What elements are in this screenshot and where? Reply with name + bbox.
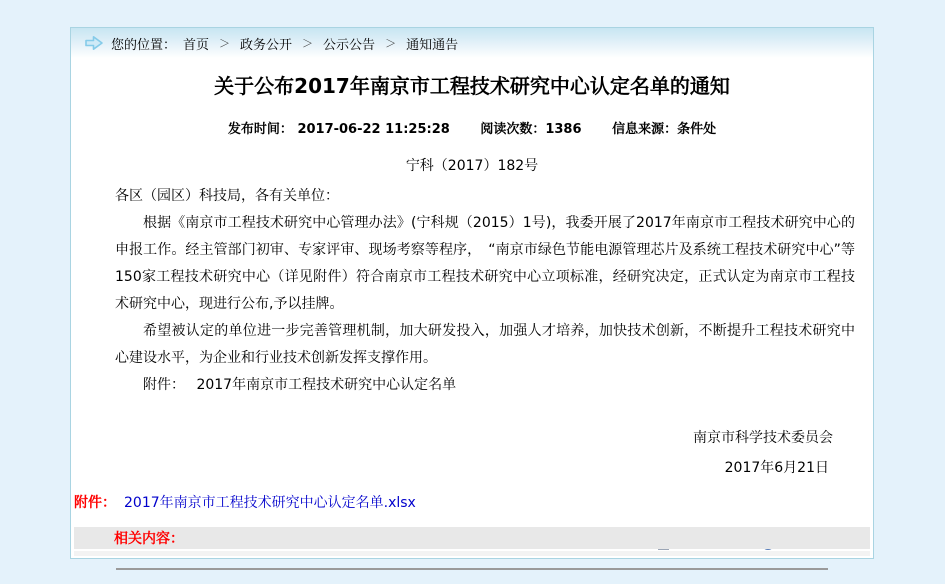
- publish-time-label: 发布时间：: [227, 122, 293, 137]
- signature: 南京市科学技术委员会: [693, 430, 833, 446]
- attachment-row: [74, 490, 873, 516]
- related-content-bar: [74, 527, 870, 549]
- paragraph-attachment-note: 附件： 2017年南京市工程技术研究中心认定名单: [143, 377, 457, 393]
- arrow-right-icon: [84, 35, 104, 51]
- breadcrumb-item-notices[interactable]: 通知通告: [406, 37, 459, 53]
- views-label: 阅读次数：: [480, 122, 546, 137]
- views-group: [480, 122, 581, 137]
- breadcrumb-label: 您的位置：: [111, 37, 177, 53]
- breadcrumb-item-announcements[interactable]: 公示公告: [323, 37, 376, 53]
- views-value: 1386: [545, 122, 582, 137]
- breadcrumb-separator: ＞: [219, 37, 231, 50]
- publish-time-value: 2017-06-22 11:25:28: [297, 122, 450, 137]
- signature-date: 2017年6月21日: [724, 460, 829, 476]
- attachment-link[interactable]: 2017年南京市工程技术研究中心认定名单.xlsx: [124, 495, 416, 511]
- breadcrumb-separator: ＞: [385, 37, 397, 50]
- article-meta: [71, 118, 873, 137]
- paragraph-1: 根据《南京市工程技术研究中心管理办法》(宁科规（2015）1号)，我委开展了2017年南京市工程技术研究中心的申报工作。经主管部门初审、专家评审、现场考察等程序， “南京市绿色节能电源管理芯片及系统工程技术研究中心”等150家工程技术研究中心（详见附件）符合南京市工程技术研究中心立项标准，经研究决定，正式认定为南京市工程技术研究中心，现进行公布,予以挂牌。: [115, 215, 855, 312]
- related-content-label: 相关内容：: [114, 531, 184, 547]
- source-group: [612, 122, 716, 137]
- page-title: 关于公布2017年南京市工程技术研究中心认定名单的通知: [214, 74, 730, 98]
- divider: [116, 568, 828, 570]
- attachment-label: 附件：: [74, 495, 116, 511]
- breadcrumb: [71, 28, 873, 58]
- content-box: [70, 27, 874, 559]
- source-value: 条件处: [677, 122, 717, 137]
- publish-time-group: [228, 122, 450, 137]
- breadcrumb-item-home[interactable]: 首页: [183, 37, 210, 53]
- breadcrumb-separator: ＞: [302, 37, 314, 50]
- breadcrumb-item-gov-open[interactable]: 政务公开: [240, 37, 293, 53]
- article-body: [115, 183, 855, 399]
- related-content-strip: [74, 551, 870, 556]
- paragraph-2: 希望被认定的单位进一步完善管理机制，加大研发投入，加强人才培养，加快技术创新，不断提升工程技术研究中心建设水平，为企业和行业技术创新发挥支撑作用。: [115, 323, 855, 366]
- salutation: 各区（园区）科技局，各有关单位：: [115, 188, 339, 204]
- source-label: 信息来源：: [612, 122, 678, 137]
- doc-number: 宁科（2017）182号: [405, 158, 539, 174]
